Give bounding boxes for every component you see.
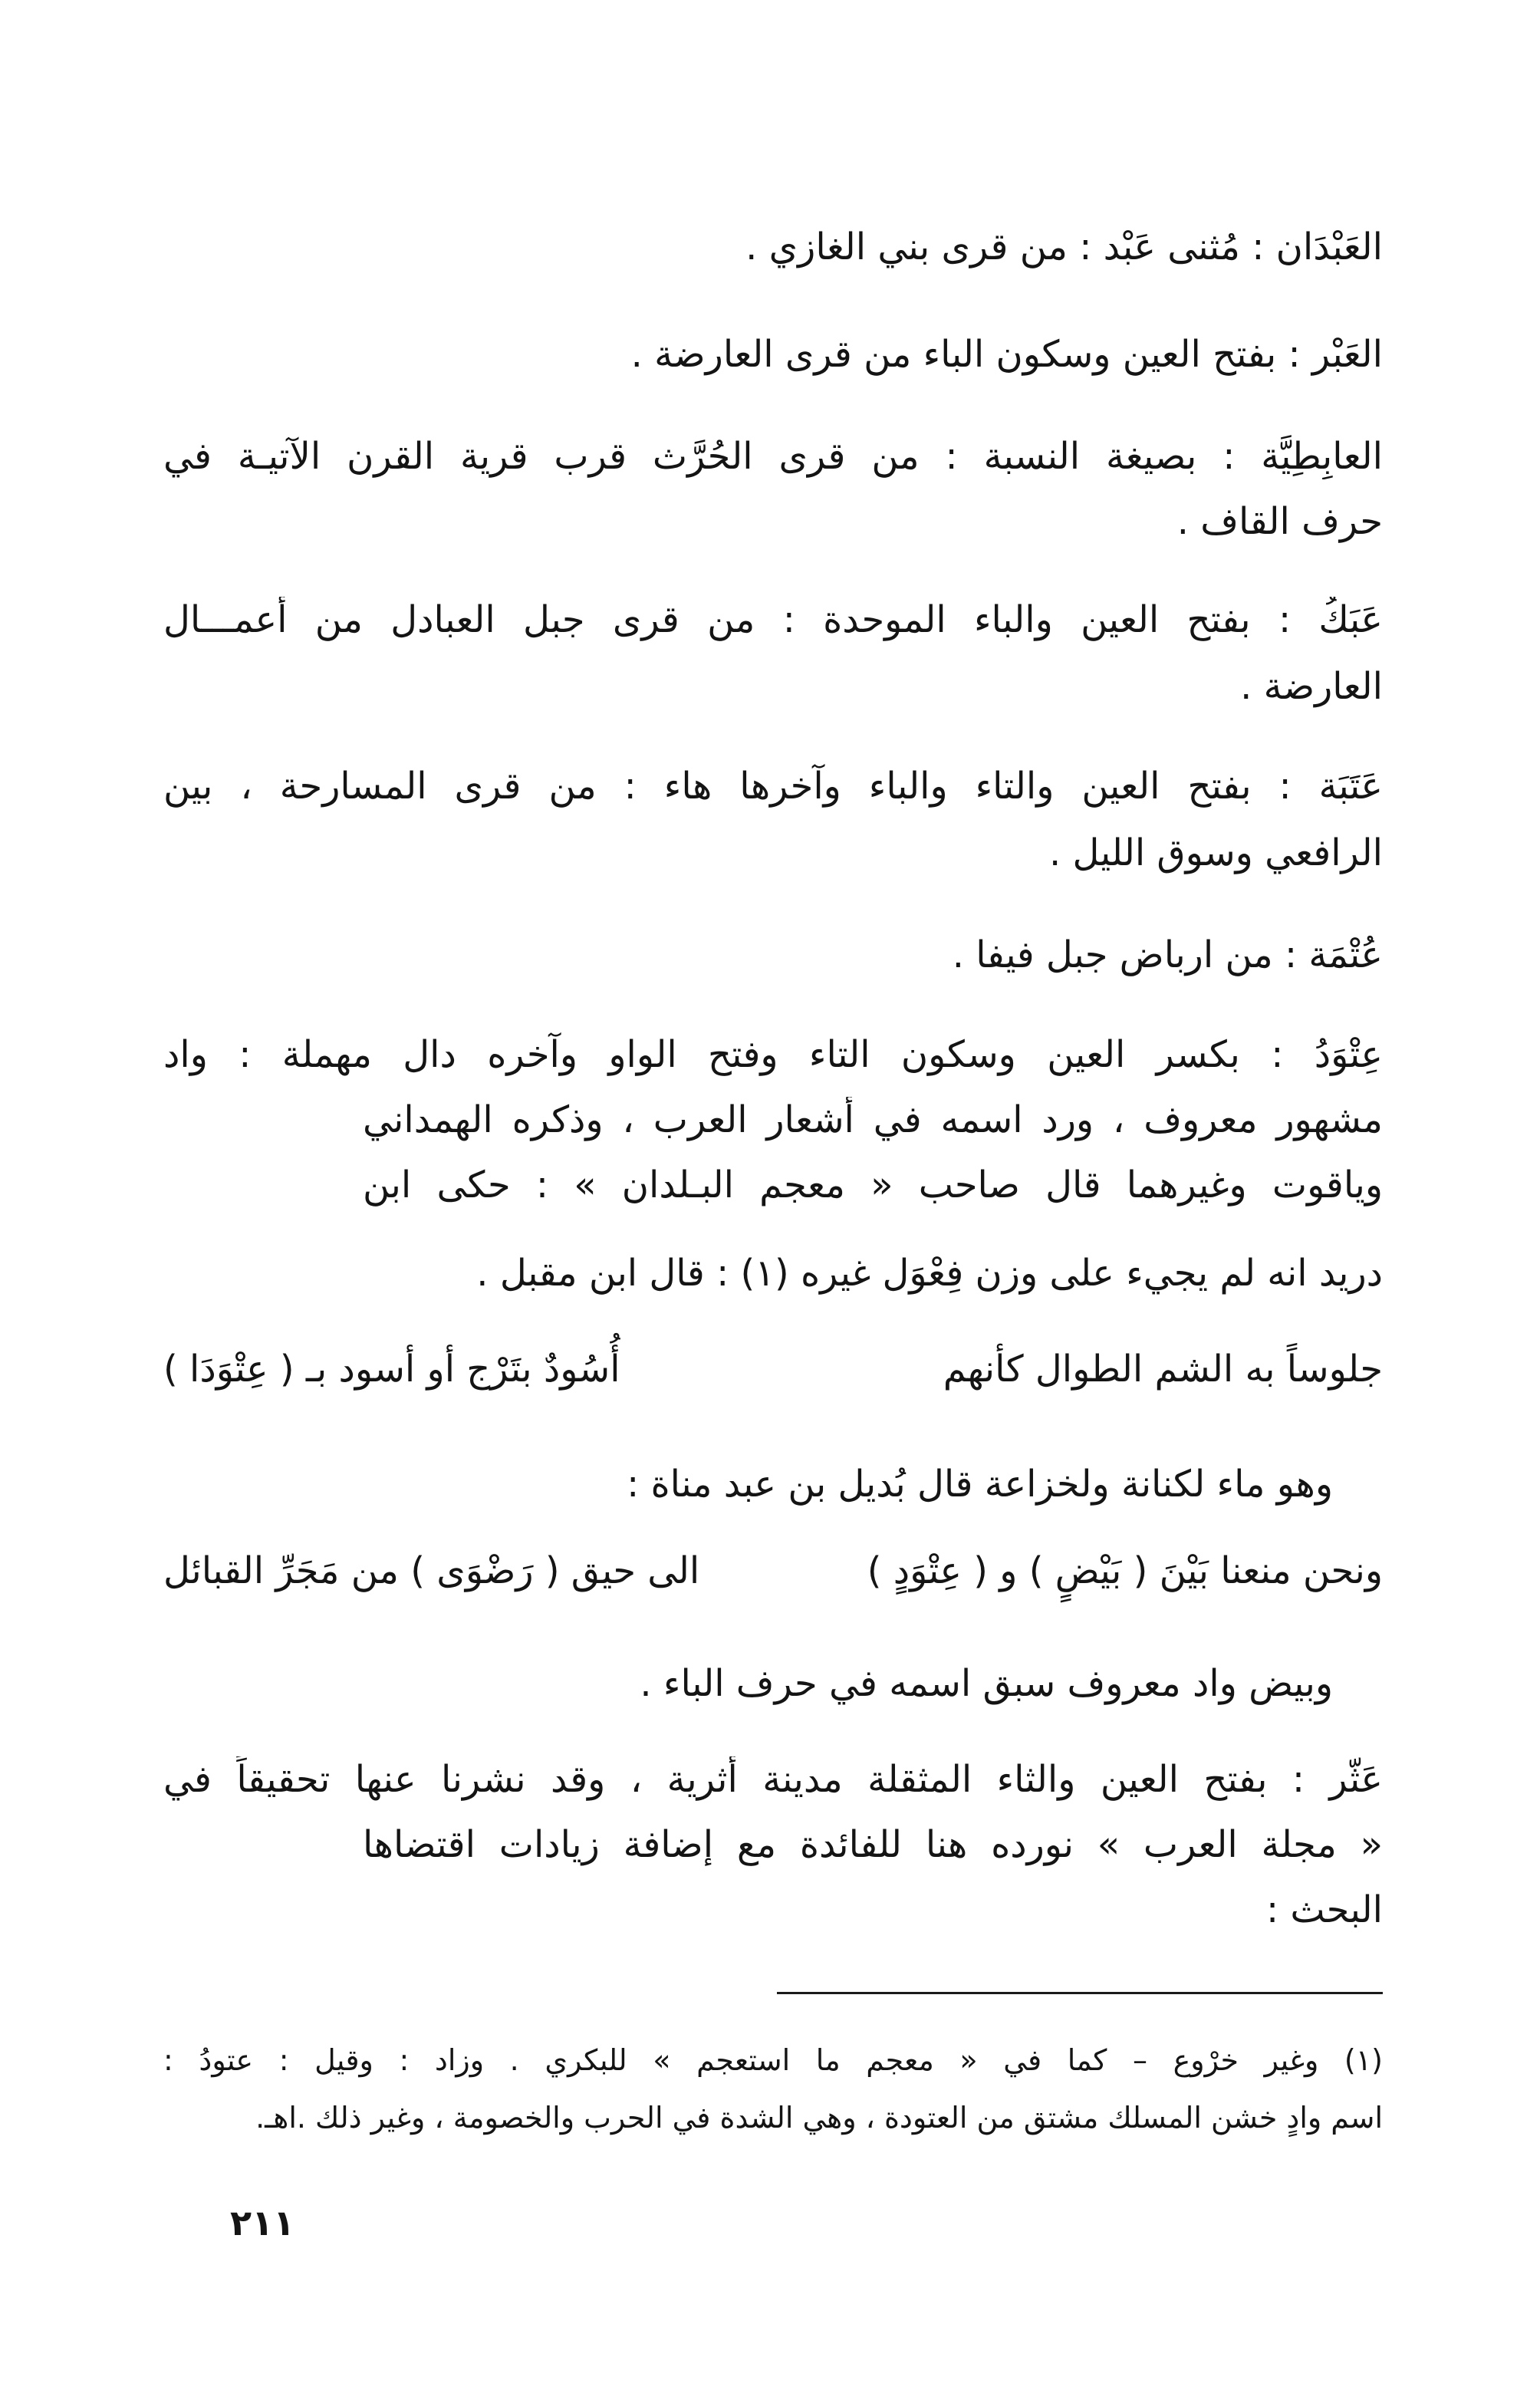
entry-abitiyya-line-2: حرف القاف . <box>1176 500 1383 543</box>
poem-verse-2-first-hemistich: ونحن منعنا بَيْنَ ( بَيْضٍ ) و ( عِتْوَدٍ ) <box>867 1549 1383 1592</box>
entry-abak-line-1: عَبَكُ : بفتح العين والباء الموحدة : من قرى جبل العبادل من أعمـــال <box>163 598 1383 641</box>
entry-abdan: العَبْدَان : مُثنى عَبْد : من قرى بني الغازي . <box>745 225 1383 268</box>
entry-athr-line-3: البحث : <box>1266 1888 1383 1931</box>
poem-2-introduction: وهو ماء لكنانة ولخزاعة قال بُديل بن عبد مناة : <box>627 1463 1333 1506</box>
footnote-line-1: (١) وغير خرْوع – كما في « معجم ما استعجم » للبكري . وزاد : وقيل : عتودُ : <box>163 2043 1383 2077</box>
entry-itwad-line-2: مشهور معروف ، ورد اسمه في أشعار العرب ، وذكره الهمداني <box>363 1098 1383 1141</box>
poem-verse-2-second-hemistich: الى حيق ( رَضْوَى ) من مَجَرِّ القبائل <box>163 1549 700 1592</box>
entry-utma: عُتْمَة : من ارباض جبل فيفا . <box>952 933 1383 976</box>
poem-2-note: وبيض واد معروف سبق اسمه في حرف الباء . <box>640 1662 1333 1705</box>
entry-athr-line-1: عَثّر : بفتح العين والثاء المثقلة مدينة أثرية ، وقد نشرنا عنها تحقيقاً في <box>163 1758 1383 1801</box>
page-number: ٢١١ <box>230 2202 295 2243</box>
poem-verse-2 <box>163 1548 1383 1594</box>
entry-abr: العَبْر : بفتح العين وسكون الباء من قرى العارضة . <box>630 333 1383 376</box>
entry-abitiyya-line-1: العابِطِيَّة : بصيغة النسبة : من قرى الحُرَّث قرب قرية القرن الآتيـة في <box>163 435 1383 478</box>
entry-ataba-line-2: الرافعي وسوق الليل . <box>1048 831 1383 874</box>
footnote-line-2: اسم وادٍ خشن المسلك مشتق من العتودة ، وهي الشدة في الحرب والخصومة ، وغير ذلك .اهـ. <box>255 2101 1383 2135</box>
entry-abak-line-2: العارضة . <box>1240 665 1383 708</box>
footnote-separator <box>777 1992 1383 1994</box>
entry-itwad-line-1: عِتْوَدُ : بكسر العين وسكون التاء وفتح الواو وآخره دال مهملة : واد <box>163 1033 1383 1076</box>
entry-athr-line-2: « مجلة العرب » نورده هنا للفائدة مع إضافة زيادات اقتضاها <box>363 1823 1383 1866</box>
poem-verse-1-first-hemistich: جلوساً به الشم الطوال كأنهم <box>943 1348 1383 1391</box>
entry-itwad-line-4: دريد انه لم يجيء على وزن فِعْوَل غيره (١) : قال ابن مقبل . <box>476 1252 1383 1295</box>
poem-verse-1-second-hemistich: أُسُودٌ بتَرْج أو أسود بـ ( عِتْوَدَا ) <box>163 1348 620 1391</box>
poem-verse-1 <box>163 1346 1383 1392</box>
entry-itwad-line-3: وياقوت وغيرهما قال صاحب « معجم البـلدان » : حكى ابن <box>363 1164 1383 1206</box>
entry-ataba-line-1: عَتَبَة : بفتح العين والتاء والباء وآخرها هاء : من قرى المسارحة ، بين <box>163 765 1383 808</box>
